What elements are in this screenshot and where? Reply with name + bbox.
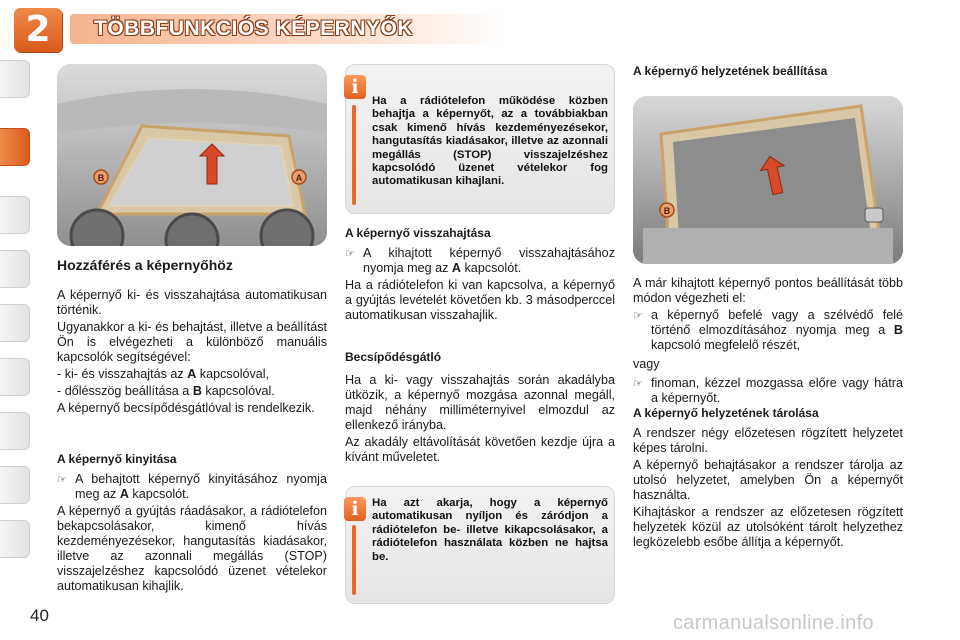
- heading-close-screen: A képernyő visszahajtása: [345, 226, 491, 240]
- chapter-tab-8[interactable]: [0, 466, 30, 504]
- page-title: TÖBBFUNKCIÓS KÉPERNYŐK: [94, 17, 414, 40]
- dashboard-screen-photo-left: [57, 64, 327, 246]
- watermark: carmanualsonline.info: [673, 612, 874, 634]
- chapter-tab-2-active[interactable]: [0, 128, 30, 166]
- middle-para-1: Ha a rádiótelefon ki van kapcsolva, a képernyő a gyújtás levételét követően kb. 3 másodperccel automatikusan visszahajlik.: [345, 278, 615, 322]
- left-list-item-1: - ki- és visszahajtás az A kapcsolóval,: [57, 367, 270, 381]
- left-column: [57, 258, 327, 418]
- left-para-2: Ugyanakkor a ki- és behajtást, illetve a beállítást Ön is elvégezheti a különböző manuális kapcsolók segítségével:: [57, 320, 327, 364]
- middle-column: [345, 226, 615, 325]
- label-b-right-photo: B: [663, 206, 671, 216]
- heading-open-screen: A képernyő kinyitása: [57, 452, 177, 466]
- chapter-tab-7[interactable]: [0, 412, 30, 450]
- chapter-tab-3[interactable]: [0, 196, 30, 234]
- chapter-tab-5[interactable]: [0, 304, 30, 342]
- chapter-tab-4[interactable]: [0, 250, 30, 288]
- right-column-store: [633, 406, 903, 552]
- pointing-hand-icon: ☞: [633, 377, 643, 390]
- heading-antipinch: Becsípődésgátló: [345, 350, 442, 364]
- label-b-left-photo: B: [97, 173, 105, 183]
- right-para-4: Kihajtáskor a rendszer az előzetesen rögzített helyzetek közül az utolsóként tárolt helyzethez legközelebb esőbe állítja a képernyőt.: [633, 505, 903, 549]
- heading-store-position: A képernyő helyzetének tárolása: [633, 406, 819, 420]
- right-para-1: A már kihajtott képernyő pontos beállítását több módon végezheti el:: [633, 276, 903, 305]
- pointing-hand-icon: ☞: [633, 309, 643, 322]
- heading-adjust-position: A képernyő helyzetének beállítása: [633, 64, 828, 78]
- left-para-1: A képernyő ki- és visszahajtása automatikusan történik.: [57, 288, 327, 317]
- info-stripe: [352, 525, 356, 595]
- chapter-tab-6[interactable]: [0, 358, 30, 396]
- info-text-bottom: Ha azt akarja, hogy a képernyő automatikusan nyíljon és záródjon a rádiótelefon be- illetve kikapcsolásakor, a rádiótelefon használata közben ne hajtsa be.: [372, 497, 608, 563]
- dashboard-screen-photo-right: [633, 96, 903, 264]
- right-para-2: A rendszer négy előzetesen rögzített helyzetet képes tárolni.: [633, 426, 903, 455]
- pointing-hand-icon: ☞: [345, 247, 355, 260]
- right-column-top: [633, 64, 903, 84]
- left-column-open: [57, 452, 327, 596]
- label-a-left-photo: A: [295, 173, 303, 183]
- middle-bullet-close: ☞ A kihajtott képernyő visszahajtásához nyomja meg az A kapcsolót.: [345, 246, 615, 275]
- pointing-hand-icon: ☞: [57, 473, 67, 486]
- info-box-top: [345, 64, 615, 214]
- chapter-badge: 2: [14, 8, 62, 52]
- info-icon: i: [344, 497, 366, 521]
- chapter-tab-strip: [0, 60, 30, 580]
- right-column: [633, 276, 903, 408]
- left-para-4: A képernyő a gyújtás ráadásakor, a rádiótelefon bekapcsolásakor, kimenő hívás kezdeményezésekor, hangutasítás kiadásakor, illetve az azonnali megállás (STOP) visszajelzéshez kapcsolódó üzenet vételekor automatikusan kihajlik.: [57, 504, 327, 593]
- right-bullet-2: ☞ finoman, kézzel mozgassa előre vagy hátra a képernyőt.: [633, 376, 903, 405]
- left-bullet-open: ☞ A behajtott képernyő kinyitásához nyomja meg az A kapcsolót.: [57, 472, 327, 501]
- left-list-item-2: - dőlésszög beállítása a B kapcsolóval.: [57, 384, 275, 398]
- info-stripe: [352, 105, 356, 205]
- chapter-tab-1[interactable]: [0, 60, 30, 98]
- chapter-tab-9[interactable]: [0, 520, 30, 558]
- left-para-3: A képernyő becsípődésgátlóval is rendelkezik.: [57, 401, 315, 415]
- middle-para-2: Ha a ki- vagy visszahajtás során akadályba ütközik, a képernyő mozgása azonnal megáll, majd néhány milliméternyivel elmozdul az ellenkező irányba.: [345, 373, 615, 432]
- page-header: [0, 0, 960, 58]
- info-box-bottom: [345, 486, 615, 604]
- right-para-3: A képernyő behajtásakor a rendszer tárolja az utolsó helyzetet, amelyben Ön a képernyőt használta.: [633, 458, 903, 502]
- middle-column-antipinch: [345, 350, 615, 467]
- info-icon: i: [344, 75, 366, 99]
- middle-para-3: Az akadály eltávolítását követően kezdje újra a kívánt műveletet.: [345, 435, 615, 464]
- right-bullet-1: ☞ a képernyő befelé vagy a szélvédő felé történő elmozdításához nyomja meg a B kapcsoló megfelelő részét,: [633, 308, 903, 352]
- right-or: vagy: [633, 357, 660, 371]
- page-number: 40: [30, 606, 49, 625]
- heading-access: Hozzáférés a képernyőhöz: [57, 257, 233, 273]
- dashboard-illustration-right: [633, 96, 903, 264]
- info-text-top: Ha a rádiótelefon működése közben behajtja a képernyőt, az a továbbiakban csak kimenő hívás kezdeményezésekor, hangutasítás kiadásakor, illetve az azonnali megállás (STOP) visszajelzéshez kapcsolódó üzenet vételekor fog automatikusan kihajlani.: [372, 95, 608, 188]
- dashboard-illustration-left: [57, 64, 327, 246]
